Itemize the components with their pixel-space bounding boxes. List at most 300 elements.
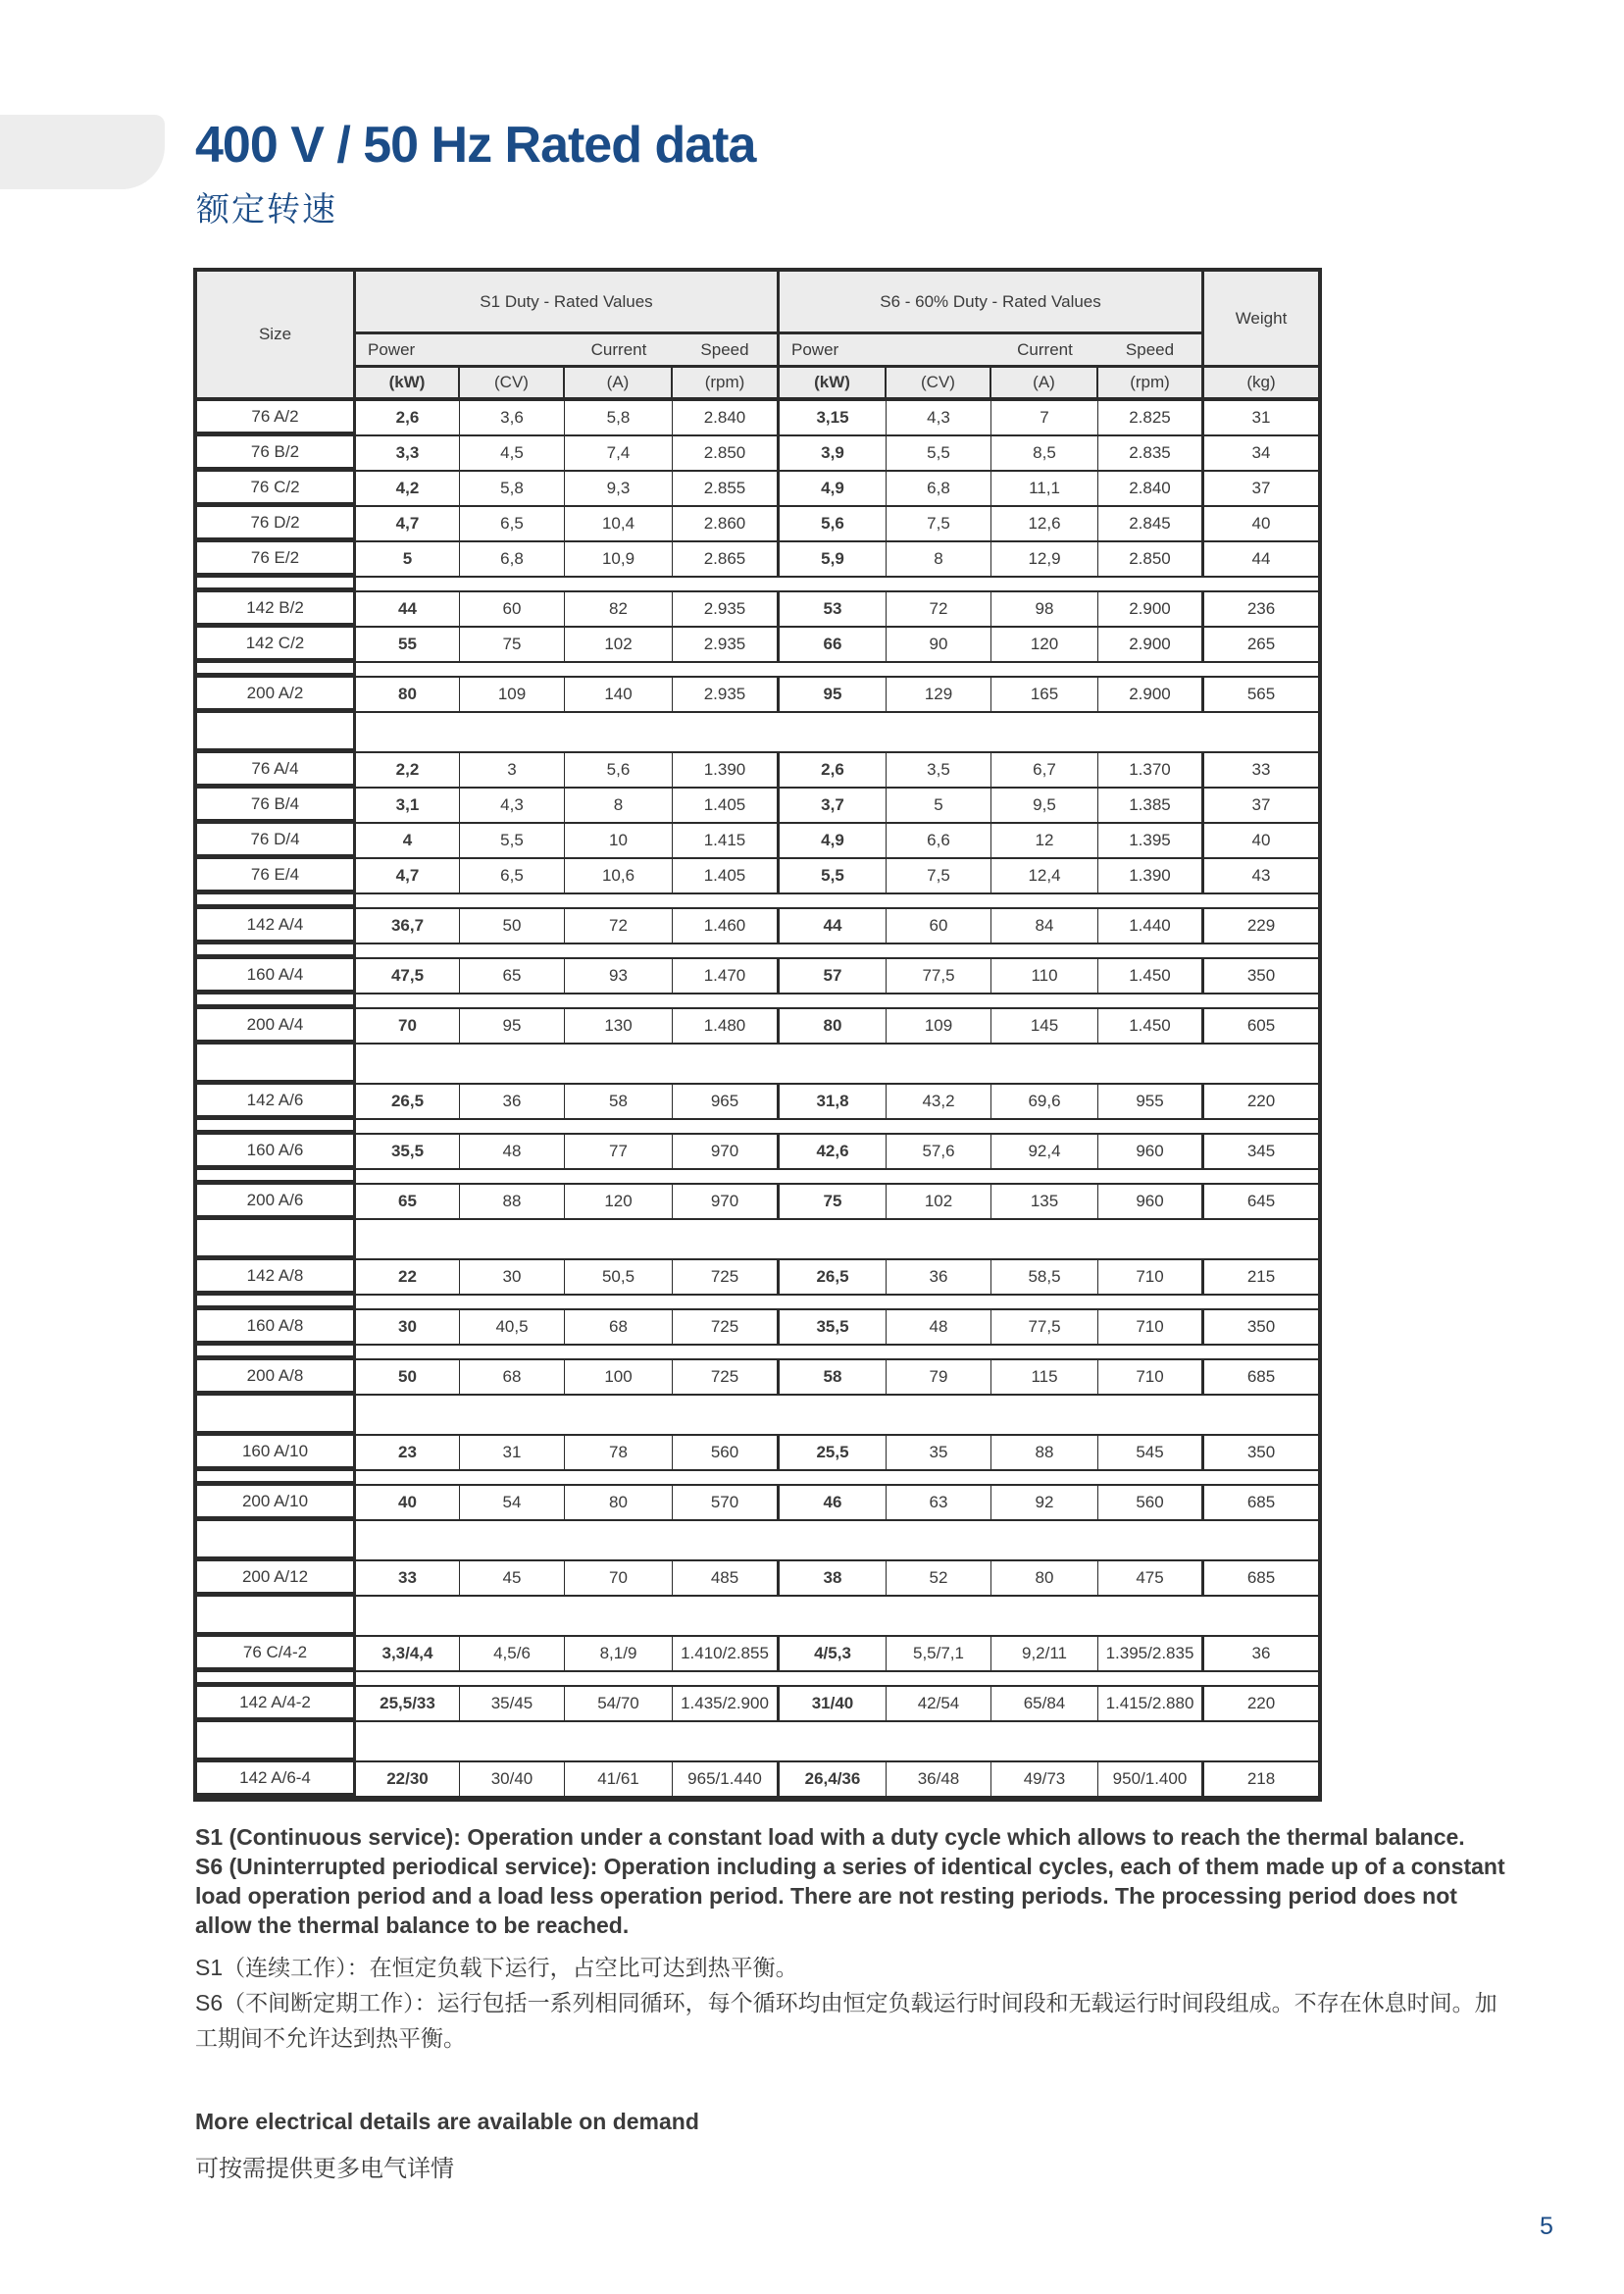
data-cell: 4,3 bbox=[460, 789, 565, 824]
data-cell: 36 bbox=[460, 1085, 565, 1120]
data-cell: 2.845 bbox=[1098, 507, 1204, 542]
data-cell: 1.390 bbox=[673, 753, 780, 789]
data-cell: 120 bbox=[565, 1185, 673, 1220]
data-cell: 31/40 bbox=[780, 1687, 887, 1722]
table-row bbox=[197, 959, 1318, 994]
data-cell: 140 bbox=[565, 678, 673, 713]
data-cell: 2.860 bbox=[673, 507, 780, 542]
data-cell: 22 bbox=[356, 1260, 460, 1296]
size-cell: 160 A/4 bbox=[197, 959, 356, 994]
data-cell: 33 bbox=[356, 1561, 460, 1597]
data-cell: 6,6 bbox=[887, 824, 991, 859]
data-cell: 560 bbox=[673, 1436, 780, 1471]
data-cell: 8,1/9 bbox=[565, 1637, 673, 1672]
data-cell: 55 bbox=[356, 628, 460, 663]
data-cell: 53 bbox=[780, 592, 887, 628]
data-cell: 2.840 bbox=[673, 401, 780, 436]
size-cell: 76 A/4 bbox=[197, 753, 356, 789]
data-cell: 3,5 bbox=[887, 753, 991, 789]
spacer-fill-cell bbox=[356, 1170, 1318, 1185]
data-cell: 9,2/11 bbox=[991, 1637, 1098, 1672]
table-row bbox=[197, 1486, 1318, 1521]
data-cell: 130 bbox=[565, 1009, 673, 1045]
data-cell: 1.405 bbox=[673, 859, 780, 894]
data-cell: 78 bbox=[565, 1436, 673, 1471]
data-cell: 6,7 bbox=[991, 753, 1098, 789]
data-cell: 475 bbox=[1098, 1561, 1204, 1597]
data-cell: 10,6 bbox=[565, 859, 673, 894]
data-cell: 44 bbox=[356, 592, 460, 628]
note-s1-chinese: S1（连续工作）：在恒定负载下运行，占空比可达到热平衡。 bbox=[195, 1955, 798, 1980]
data-cell: 7,5 bbox=[887, 859, 991, 894]
data-cell: 129 bbox=[887, 678, 991, 713]
spacer-fill-cell bbox=[356, 1120, 1318, 1135]
spacer-fill-cell bbox=[356, 1722, 1318, 1762]
data-cell: 2.935 bbox=[673, 628, 780, 663]
weight-cell: 350 bbox=[1204, 1436, 1318, 1471]
spacer-row bbox=[197, 713, 1318, 753]
data-cell: 90 bbox=[887, 628, 991, 663]
weight-cell: 34 bbox=[1204, 436, 1318, 472]
size-cell: 76 D/2 bbox=[197, 507, 356, 542]
data-cell: 58 bbox=[780, 1360, 887, 1396]
weight-cell: 605 bbox=[1204, 1009, 1318, 1045]
rated-data-table bbox=[193, 268, 1322, 1802]
data-cell: 84 bbox=[991, 909, 1098, 944]
data-cell: 8,5 bbox=[991, 436, 1098, 472]
data-cell: 5,8 bbox=[460, 472, 565, 507]
size-cell: 160 A/6 bbox=[197, 1135, 356, 1170]
spacer-row bbox=[197, 1597, 1318, 1637]
s1-power-header: Power bbox=[356, 334, 565, 368]
size-cell: 200 A/4 bbox=[197, 1009, 356, 1045]
size-cell: 160 A/8 bbox=[197, 1310, 356, 1346]
weight-cell: 31 bbox=[1204, 401, 1318, 436]
corner-tab-decoration bbox=[0, 115, 165, 189]
table-row bbox=[197, 1260, 1318, 1296]
data-cell: 47,5 bbox=[356, 959, 460, 994]
spacer-fill-cell bbox=[356, 1672, 1318, 1687]
table-row bbox=[197, 909, 1318, 944]
data-cell: 560 bbox=[1098, 1486, 1204, 1521]
spacer-row bbox=[197, 1346, 1318, 1360]
weight-cell: 37 bbox=[1204, 472, 1318, 507]
data-cell: 725 bbox=[673, 1310, 780, 1346]
spacer-row bbox=[197, 1521, 1318, 1561]
data-cell: 145 bbox=[991, 1009, 1098, 1045]
weight-cell: 37 bbox=[1204, 789, 1318, 824]
data-cell: 110 bbox=[991, 959, 1098, 994]
data-cell: 36 bbox=[887, 1260, 991, 1296]
data-cell: 77,5 bbox=[991, 1310, 1098, 1346]
data-cell: 960 bbox=[1098, 1185, 1204, 1220]
data-cell: 9,3 bbox=[565, 472, 673, 507]
data-cell: 7 bbox=[991, 401, 1098, 436]
size-cell: 200 A/10 bbox=[197, 1486, 356, 1521]
data-cell: 72 bbox=[887, 592, 991, 628]
spacer-size-cell bbox=[197, 1672, 356, 1687]
data-cell: 965/1.440 bbox=[673, 1762, 780, 1798]
weight-cell: 685 bbox=[1204, 1360, 1318, 1396]
data-cell: 1.395/2.835 bbox=[1098, 1637, 1204, 1672]
weight-cell: 215 bbox=[1204, 1260, 1318, 1296]
table-row bbox=[197, 678, 1318, 713]
weight-cell: 345 bbox=[1204, 1135, 1318, 1170]
data-cell: 710 bbox=[1098, 1260, 1204, 1296]
s1-kw-unit: (kW) bbox=[356, 368, 460, 401]
spacer-size-cell bbox=[197, 713, 356, 753]
data-cell: 49/73 bbox=[991, 1762, 1098, 1798]
table-row bbox=[197, 1185, 1318, 1220]
page-subtitle-chinese: 额定转速 bbox=[196, 191, 337, 229]
s6-kw-unit: (kW) bbox=[780, 368, 887, 401]
spacer-size-cell bbox=[197, 1471, 356, 1486]
more-details-chinese: 可按需提供更多电气详情 bbox=[195, 2156, 454, 2182]
data-cell: 1.480 bbox=[673, 1009, 780, 1045]
spacer-fill-cell bbox=[356, 944, 1318, 959]
data-cell: 970 bbox=[673, 1185, 780, 1220]
data-cell: 95 bbox=[780, 678, 887, 713]
data-cell: 6,5 bbox=[460, 859, 565, 894]
data-cell: 1.415/2.880 bbox=[1098, 1687, 1204, 1722]
weight-cell: 220 bbox=[1204, 1085, 1318, 1120]
data-cell: 3,6 bbox=[460, 401, 565, 436]
size-cell: 142 A/4-2 bbox=[197, 1687, 356, 1722]
table-row bbox=[197, 824, 1318, 859]
s1-duty-group-header: S1 Duty - Rated Values bbox=[356, 272, 780, 334]
data-cell: 60 bbox=[887, 909, 991, 944]
data-cell: 2,6 bbox=[780, 753, 887, 789]
size-cell: 76 C/4-2 bbox=[197, 1637, 356, 1672]
data-cell: 92,4 bbox=[991, 1135, 1098, 1170]
s6-a-unit: (A) bbox=[991, 368, 1098, 401]
data-cell: 965 bbox=[673, 1085, 780, 1120]
data-cell: 1.450 bbox=[1098, 1009, 1204, 1045]
spacer-fill-cell bbox=[356, 994, 1318, 1009]
size-cell: 200 A/2 bbox=[197, 678, 356, 713]
data-cell: 5,5 bbox=[887, 436, 991, 472]
data-cell: 80 bbox=[780, 1009, 887, 1045]
data-cell: 5,5 bbox=[460, 824, 565, 859]
table-row bbox=[197, 592, 1318, 628]
spacer-row bbox=[197, 663, 1318, 678]
data-cell: 80 bbox=[565, 1486, 673, 1521]
spacer-row bbox=[197, 1396, 1318, 1436]
data-cell: 65 bbox=[356, 1185, 460, 1220]
weight-cell: 40 bbox=[1204, 824, 1318, 859]
spacer-row bbox=[197, 1120, 1318, 1135]
data-cell: 5,9 bbox=[780, 542, 887, 578]
weight-cell: 645 bbox=[1204, 1185, 1318, 1220]
table-row bbox=[197, 1009, 1318, 1045]
data-cell: 102 bbox=[565, 628, 673, 663]
data-cell: 109 bbox=[887, 1009, 991, 1045]
table-row bbox=[197, 1561, 1318, 1597]
spacer-fill-cell bbox=[356, 713, 1318, 753]
data-cell: 1.460 bbox=[673, 909, 780, 944]
data-cell: 120 bbox=[991, 628, 1098, 663]
data-cell: 30/40 bbox=[460, 1762, 565, 1798]
data-cell: 10 bbox=[565, 824, 673, 859]
s1-cv-unit: (CV) bbox=[460, 368, 565, 401]
data-cell: 485 bbox=[673, 1561, 780, 1597]
data-cell: 12 bbox=[991, 824, 1098, 859]
s6-current-header: Current bbox=[991, 334, 1098, 368]
data-cell: 1.385 bbox=[1098, 789, 1204, 824]
data-cell: 2.855 bbox=[673, 472, 780, 507]
data-cell: 22/30 bbox=[356, 1762, 460, 1798]
spacer-fill-cell bbox=[356, 1346, 1318, 1360]
data-cell: 41/61 bbox=[565, 1762, 673, 1798]
data-cell: 6,8 bbox=[460, 542, 565, 578]
data-cell: 30 bbox=[460, 1260, 565, 1296]
spacer-fill-cell bbox=[356, 663, 1318, 678]
data-cell: 57,6 bbox=[887, 1135, 991, 1170]
data-cell: 88 bbox=[991, 1436, 1098, 1471]
data-cell: 3,9 bbox=[780, 436, 887, 472]
table-row bbox=[197, 628, 1318, 663]
table-row bbox=[197, 1085, 1318, 1120]
data-cell: 3,15 bbox=[780, 401, 887, 436]
spacer-fill-cell bbox=[356, 578, 1318, 592]
data-cell: 79 bbox=[887, 1360, 991, 1396]
table-row bbox=[197, 472, 1318, 507]
data-cell: 7,4 bbox=[565, 436, 673, 472]
data-cell: 5 bbox=[887, 789, 991, 824]
s1-speed-header: Speed bbox=[673, 334, 780, 368]
table-row bbox=[197, 789, 1318, 824]
data-cell: 8 bbox=[887, 542, 991, 578]
data-cell: 80 bbox=[991, 1561, 1098, 1597]
data-cell: 1.415 bbox=[673, 824, 780, 859]
data-cell: 35/45 bbox=[460, 1687, 565, 1722]
weight-cell: 229 bbox=[1204, 909, 1318, 944]
note-s1-english: S1 (Continuous service): Operation under a constant load with a duty cycle which allows to reach the thermal balance. bbox=[195, 1824, 1465, 1850]
data-cell: 68 bbox=[460, 1360, 565, 1396]
data-cell: 1.450 bbox=[1098, 959, 1204, 994]
spacer-row bbox=[197, 1220, 1318, 1260]
data-cell: 57 bbox=[780, 959, 887, 994]
data-cell: 1.410/2.855 bbox=[673, 1637, 780, 1672]
data-cell: 5 bbox=[356, 542, 460, 578]
data-cell: 54/70 bbox=[565, 1687, 673, 1722]
spacer-row bbox=[197, 1170, 1318, 1185]
size-cell: 142 A/4 bbox=[197, 909, 356, 944]
data-cell: 80 bbox=[356, 678, 460, 713]
table-row bbox=[197, 1687, 1318, 1722]
s6-rpm-unit: (rpm) bbox=[1098, 368, 1204, 401]
data-cell: 50 bbox=[356, 1360, 460, 1396]
data-cell: 52 bbox=[887, 1561, 991, 1597]
data-cell: 2.840 bbox=[1098, 472, 1204, 507]
data-cell: 570 bbox=[673, 1486, 780, 1521]
data-cell: 6,8 bbox=[887, 472, 991, 507]
spacer-row bbox=[197, 1672, 1318, 1687]
data-cell: 50 bbox=[460, 909, 565, 944]
weight-cell: 685 bbox=[1204, 1561, 1318, 1597]
spacer-size-cell bbox=[197, 944, 356, 959]
table-header bbox=[197, 272, 1318, 401]
footnotes-chinese bbox=[195, 1950, 1509, 2056]
data-cell: 23 bbox=[356, 1436, 460, 1471]
table-row bbox=[197, 542, 1318, 578]
data-cell: 69,6 bbox=[991, 1085, 1098, 1120]
table-row bbox=[197, 1135, 1318, 1170]
rated-data-table-container bbox=[193, 268, 1322, 1802]
data-cell: 70 bbox=[565, 1561, 673, 1597]
data-cell: 50,5 bbox=[565, 1260, 673, 1296]
more-details-english: More electrical details are available on demand bbox=[195, 2109, 699, 2134]
weight-cell: 33 bbox=[1204, 753, 1318, 789]
data-cell: 48 bbox=[887, 1310, 991, 1346]
spacer-size-cell bbox=[197, 1045, 356, 1085]
data-cell: 2.850 bbox=[673, 436, 780, 472]
data-cell: 42,6 bbox=[780, 1135, 887, 1170]
spacer-fill-cell bbox=[356, 1045, 1318, 1085]
data-cell: 75 bbox=[460, 628, 565, 663]
data-cell: 77 bbox=[565, 1135, 673, 1170]
spacer-fill-cell bbox=[356, 1220, 1318, 1260]
weight-cell: 350 bbox=[1204, 1310, 1318, 1346]
data-cell: 26,5 bbox=[780, 1260, 887, 1296]
data-cell: 65/84 bbox=[991, 1687, 1098, 1722]
data-cell: 955 bbox=[1098, 1085, 1204, 1120]
data-cell: 12,9 bbox=[991, 542, 1098, 578]
data-cell: 48 bbox=[460, 1135, 565, 1170]
data-cell: 3,3 bbox=[356, 436, 460, 472]
data-cell: 3,7 bbox=[780, 789, 887, 824]
data-cell: 36,7 bbox=[356, 909, 460, 944]
data-cell: 98 bbox=[991, 592, 1098, 628]
data-cell: 45 bbox=[460, 1561, 565, 1597]
size-cell: 200 A/8 bbox=[197, 1360, 356, 1396]
note-s6-english: S6 (Uninterrupted periodical service): Operation including a series of identical cycles, each of them made up of a constant load operation period and a load less operation period. There are not resting periods. The processing period does not allow the thermal balance to be reached. bbox=[195, 1854, 1505, 1938]
weight-cell: 265 bbox=[1204, 628, 1318, 663]
data-cell: 950/1.400 bbox=[1098, 1762, 1204, 1798]
data-cell: 35 bbox=[887, 1436, 991, 1471]
data-cell: 35,5 bbox=[780, 1310, 887, 1346]
data-cell: 68 bbox=[565, 1310, 673, 1346]
data-cell: 5,6 bbox=[780, 507, 887, 542]
spacer-size-cell bbox=[197, 663, 356, 678]
data-cell: 10,9 bbox=[565, 542, 673, 578]
data-cell: 95 bbox=[460, 1009, 565, 1045]
spacer-row bbox=[197, 578, 1318, 592]
data-cell: 11,1 bbox=[991, 472, 1098, 507]
header-row-groups bbox=[197, 272, 1318, 334]
spacer-size-cell bbox=[197, 1170, 356, 1185]
data-cell: 66 bbox=[780, 628, 887, 663]
data-cell: 165 bbox=[991, 678, 1098, 713]
data-cell: 12,6 bbox=[991, 507, 1098, 542]
data-cell: 35,5 bbox=[356, 1135, 460, 1170]
table-row bbox=[197, 753, 1318, 789]
size-cell: 142 A/6 bbox=[197, 1085, 356, 1120]
data-cell: 2.935 bbox=[673, 592, 780, 628]
data-cell: 42/54 bbox=[887, 1687, 991, 1722]
data-cell: 25,5/33 bbox=[356, 1687, 460, 1722]
size-cell: 142 A/8 bbox=[197, 1260, 356, 1296]
spacer-size-cell bbox=[197, 894, 356, 909]
spacer-fill-cell bbox=[356, 894, 1318, 909]
data-cell: 100 bbox=[565, 1360, 673, 1396]
spacer-row bbox=[197, 1471, 1318, 1486]
data-cell: 970 bbox=[673, 1135, 780, 1170]
s1-current-header: Current bbox=[565, 334, 673, 368]
table-row bbox=[197, 436, 1318, 472]
data-cell: 4,3 bbox=[887, 401, 991, 436]
spacer-fill-cell bbox=[356, 1296, 1318, 1310]
data-cell: 4,7 bbox=[356, 859, 460, 894]
data-cell: 4/5,3 bbox=[780, 1637, 887, 1672]
data-cell: 2.825 bbox=[1098, 401, 1204, 436]
data-cell: 70 bbox=[356, 1009, 460, 1045]
size-cell: 160 A/10 bbox=[197, 1436, 356, 1471]
size-cell: 76 B/2 bbox=[197, 436, 356, 472]
data-cell: 7,5 bbox=[887, 507, 991, 542]
data-cell: 31,8 bbox=[780, 1085, 887, 1120]
data-cell: 725 bbox=[673, 1360, 780, 1396]
spacer-size-cell bbox=[197, 1346, 356, 1360]
spacer-size-cell bbox=[197, 1722, 356, 1762]
table-row bbox=[197, 1436, 1318, 1471]
table-row bbox=[197, 1310, 1318, 1346]
size-cell: 76 E/4 bbox=[197, 859, 356, 894]
data-cell: 2,2 bbox=[356, 753, 460, 789]
data-cell: 1.405 bbox=[673, 789, 780, 824]
data-cell: 75 bbox=[780, 1185, 887, 1220]
spacer-fill-cell bbox=[356, 1471, 1318, 1486]
weight-cell: 40 bbox=[1204, 507, 1318, 542]
size-cell: 76 B/4 bbox=[197, 789, 356, 824]
s1-a-unit: (A) bbox=[565, 368, 673, 401]
size-cell: 142 A/6-4 bbox=[197, 1762, 356, 1798]
spacer-size-cell bbox=[197, 1521, 356, 1561]
data-cell: 43,2 bbox=[887, 1085, 991, 1120]
size-cell: 76 A/2 bbox=[197, 401, 356, 436]
data-cell: 40 bbox=[356, 1486, 460, 1521]
data-cell: 5,6 bbox=[565, 753, 673, 789]
data-cell: 6,5 bbox=[460, 507, 565, 542]
weight-cell: 43 bbox=[1204, 859, 1318, 894]
header-row-units bbox=[197, 368, 1318, 401]
data-cell: 115 bbox=[991, 1360, 1098, 1396]
data-cell: 2.935 bbox=[673, 678, 780, 713]
data-cell: 2,6 bbox=[356, 401, 460, 436]
data-cell: 4,5 bbox=[460, 436, 565, 472]
data-cell: 60 bbox=[460, 592, 565, 628]
data-cell: 1.440 bbox=[1098, 909, 1204, 944]
size-cell: 200 A/6 bbox=[197, 1185, 356, 1220]
data-cell: 2.865 bbox=[673, 542, 780, 578]
data-cell: 65 bbox=[460, 959, 565, 994]
data-cell: 44 bbox=[780, 909, 887, 944]
s6-power-header: Power bbox=[780, 334, 991, 368]
data-cell: 93 bbox=[565, 959, 673, 994]
spacer-size-cell bbox=[197, 1296, 356, 1310]
spacer-size-cell bbox=[197, 994, 356, 1009]
data-cell: 31 bbox=[460, 1436, 565, 1471]
size-cell: 200 A/12 bbox=[197, 1561, 356, 1597]
data-cell: 5,5/7,1 bbox=[887, 1637, 991, 1672]
data-cell: 2.900 bbox=[1098, 628, 1204, 663]
size-cell: 76 C/2 bbox=[197, 472, 356, 507]
page-number: 5 bbox=[1540, 2213, 1553, 2240]
spacer-row bbox=[197, 894, 1318, 909]
spacer-row bbox=[197, 994, 1318, 1009]
spacer-size-cell bbox=[197, 1396, 356, 1436]
data-cell: 36/48 bbox=[887, 1762, 991, 1798]
